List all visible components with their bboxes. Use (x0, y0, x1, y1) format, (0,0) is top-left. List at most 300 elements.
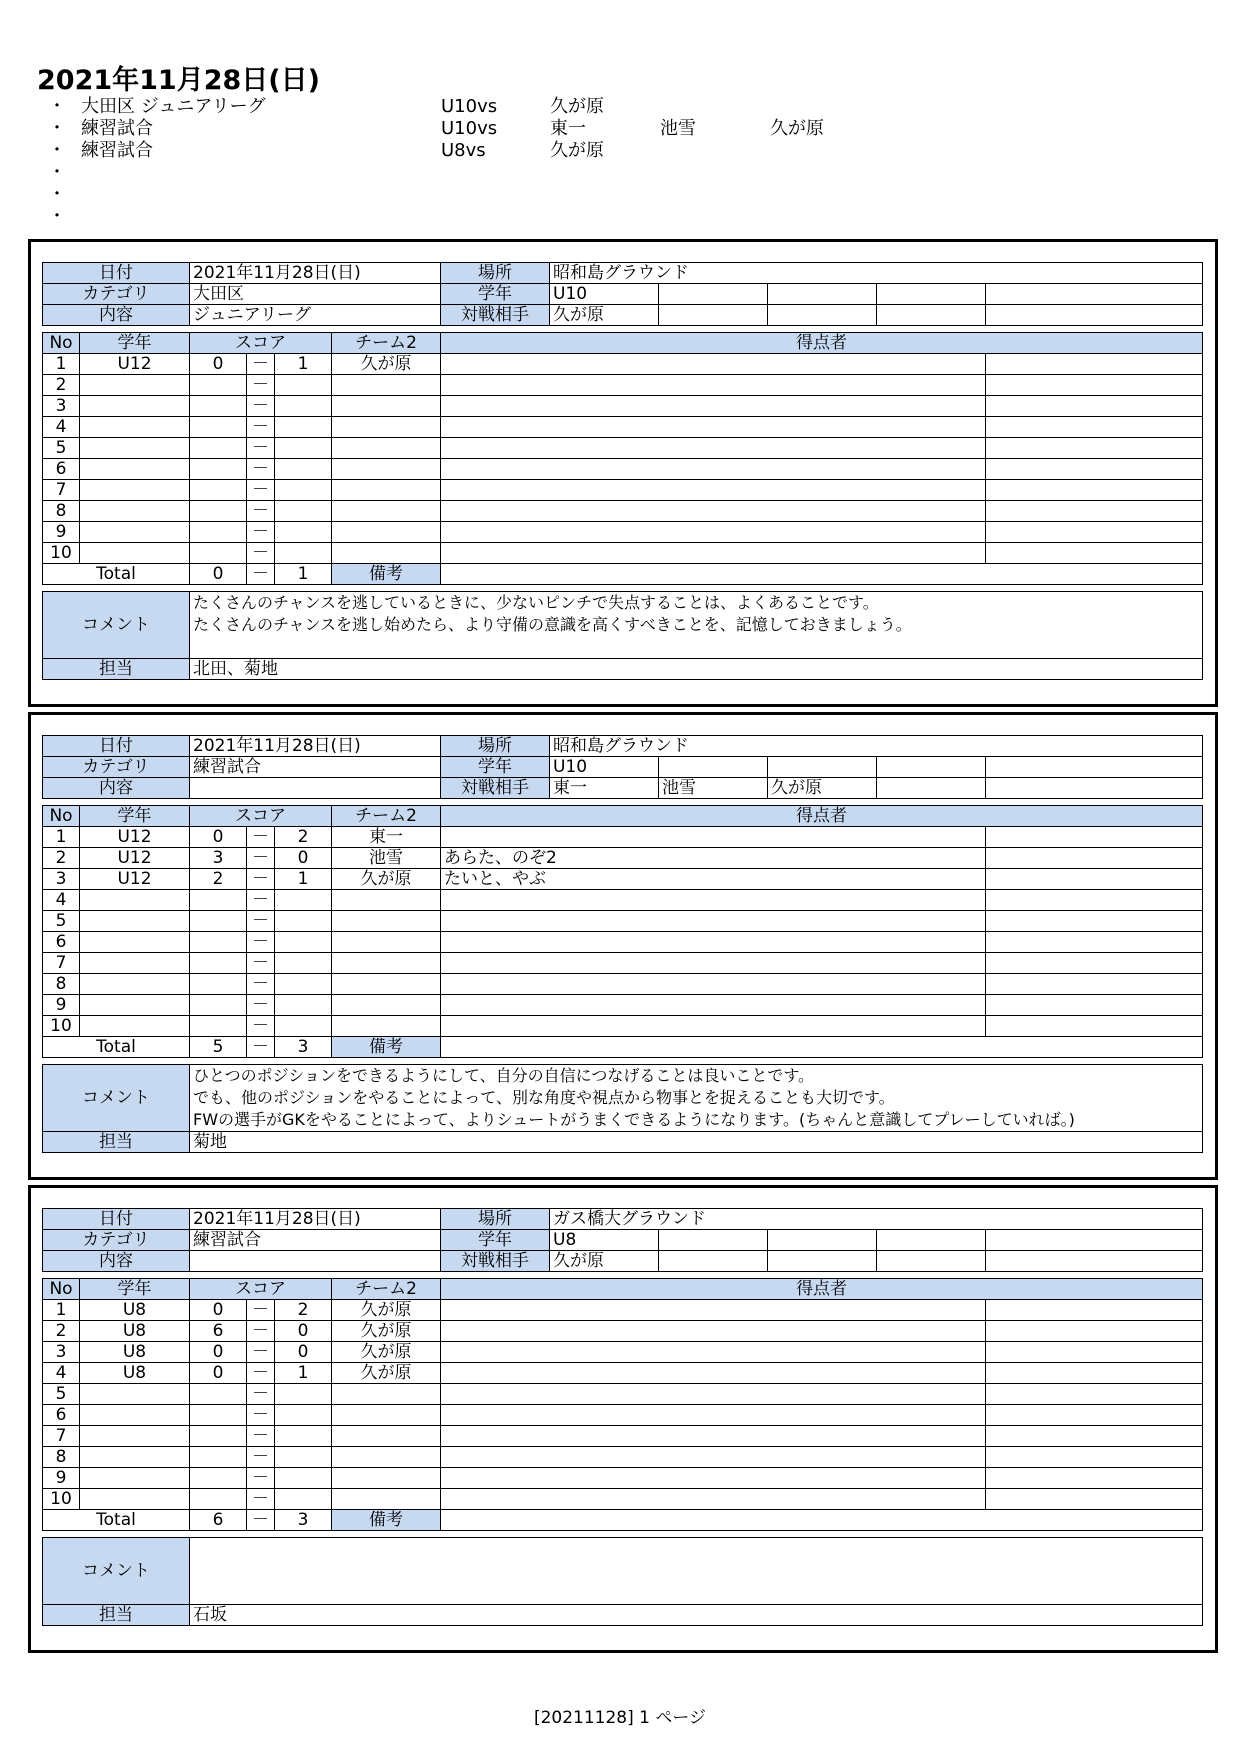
content-value (190, 778, 441, 799)
match-row (43, 501, 1203, 522)
match-scorer-extra (986, 375, 1203, 396)
match-score-own (190, 438, 247, 459)
match-scorer (441, 480, 986, 501)
match-grade: U8 (80, 1300, 190, 1321)
date-label: 日付 (43, 263, 190, 284)
match-scorer (441, 911, 986, 932)
comment-value (190, 1065, 1203, 1132)
match-scorer-extra (986, 995, 1203, 1016)
match-scorer-extra (986, 911, 1203, 932)
match-row (43, 459, 1203, 480)
match-row (43, 1363, 1203, 1384)
match-score-own (190, 1468, 247, 1489)
match-grade (80, 1468, 190, 1489)
match-score-dash: － (247, 501, 275, 522)
grade-cell (986, 757, 1203, 778)
match-scorer-extra (986, 417, 1203, 438)
match-score-opp: 2 (275, 827, 332, 848)
remarks-value (441, 564, 1203, 585)
match-score-own (190, 480, 247, 501)
match-scorer (441, 543, 986, 564)
match-no: 1 (43, 827, 80, 848)
info-row (43, 284, 1203, 305)
match-grade (80, 459, 190, 480)
match-scorer (441, 1384, 986, 1405)
grade-cell: U10 (550, 757, 659, 778)
match-score-dash: － (247, 911, 275, 932)
match-row (43, 417, 1203, 438)
date-label: 日付 (43, 1209, 190, 1230)
match-scorer (441, 1321, 986, 1342)
match-score-dash: － (247, 1384, 275, 1405)
match-grade (80, 396, 190, 417)
match-no: 8 (43, 501, 80, 522)
match-score-dash: － (247, 375, 275, 396)
match-scorer (441, 995, 986, 1016)
match-team2: 久が原 (332, 1300, 441, 1321)
match-scorer-extra (986, 848, 1203, 869)
match-team2 (332, 1447, 441, 1468)
match-no: 7 (43, 953, 80, 974)
match-score-opp (275, 396, 332, 417)
match-row (43, 869, 1203, 890)
match-grade (80, 1426, 190, 1447)
summary-opp1: 東一 (550, 118, 586, 139)
comment-label: コメント (43, 1065, 190, 1132)
match-scorer-extra (986, 459, 1203, 480)
grade-cell: U8 (550, 1230, 659, 1251)
match-scorer-extra (986, 1342, 1203, 1363)
match-grade (80, 1384, 190, 1405)
info-row (43, 778, 1203, 799)
match-no: 3 (43, 869, 80, 890)
match-score-opp: 0 (275, 848, 332, 869)
opponent-cell (768, 1251, 877, 1272)
match-scorer-extra (986, 480, 1203, 501)
match-grade: U8 (80, 1363, 190, 1384)
match-scorer: あらた、のぞ2 (441, 848, 986, 869)
summary-row (48, 140, 848, 162)
grade-cell (768, 284, 877, 305)
total-dash: － (247, 564, 275, 585)
match-team2 (332, 890, 441, 911)
match-team2 (332, 459, 441, 480)
grade-cell (659, 1230, 768, 1251)
grade-cell (986, 284, 1203, 305)
match-score-dash: － (247, 890, 275, 911)
match-scorer-extra (986, 890, 1203, 911)
match-scorer (441, 953, 986, 974)
match-no: 6 (43, 459, 80, 480)
total-opp: 3 (275, 1037, 332, 1058)
match-scorer-extra (986, 1405, 1203, 1426)
remarks-value (441, 1510, 1203, 1531)
grade-label: 学年 (441, 1230, 550, 1251)
match-scorer (441, 501, 986, 522)
match-grade (80, 417, 190, 438)
match-grade (80, 375, 190, 396)
grade-cell (877, 284, 986, 305)
match-row (43, 827, 1203, 848)
match-score-own (190, 375, 247, 396)
match-grade (80, 438, 190, 459)
match-info-table (42, 735, 1203, 1153)
summary-grade: U10vs (441, 118, 498, 139)
grade-cell (659, 284, 768, 305)
match-score-dash: － (247, 869, 275, 890)
match-scorer (441, 1363, 986, 1384)
no-header: No (43, 1279, 80, 1300)
bullet: ・ (48, 118, 66, 139)
date-value: 2021年11月28日(日) (190, 736, 441, 757)
info-row (43, 1209, 1203, 1230)
summary-name: 大田区 ジュニアリーグ (81, 96, 266, 117)
match-row (43, 1468, 1203, 1489)
match-no: 2 (43, 1321, 80, 1342)
match-score-opp (275, 911, 332, 932)
match-score-own: 0 (190, 1363, 247, 1384)
total-own: 0 (190, 564, 247, 585)
info-row (43, 263, 1203, 284)
match-grade (80, 1405, 190, 1426)
match-row (43, 848, 1203, 869)
match-score-dash: － (247, 1363, 275, 1384)
opponent-cell (986, 778, 1203, 799)
match-score-own (190, 1426, 247, 1447)
match-scorer: たいと、やぶ (441, 869, 986, 890)
grade-cell (877, 757, 986, 778)
match-score-own (190, 911, 247, 932)
match-team2: 池雪 (332, 848, 441, 869)
match-score-own (190, 1447, 247, 1468)
opponent-label: 対戦相手 (441, 1251, 550, 1272)
match-score-own (190, 1016, 247, 1037)
total-row (43, 1037, 1203, 1058)
grade-cell (768, 757, 877, 778)
match-score-opp (275, 995, 332, 1016)
date-value: 2021年11月28日(日) (190, 1209, 441, 1230)
bullet: ・ (48, 140, 66, 161)
match-scorer (441, 1489, 986, 1510)
team2-header: チーム2 (332, 1279, 441, 1300)
grade-header: 学年 (80, 333, 190, 354)
match-header-row (43, 333, 1203, 354)
summary-grade: U10vs (441, 96, 498, 117)
match-scorer-extra (986, 1016, 1203, 1037)
info-row (43, 1230, 1203, 1251)
match-row (43, 974, 1203, 995)
match-team2 (332, 1384, 441, 1405)
summary-row (48, 96, 848, 118)
match-score-own (190, 501, 247, 522)
total-own: 5 (190, 1037, 247, 1058)
comment-row (43, 1065, 1203, 1132)
match-score-opp: 1 (275, 354, 332, 375)
match-grade (80, 911, 190, 932)
charge-value: 北田、菊地 (190, 659, 1203, 680)
spacer (43, 799, 1203, 806)
match-no: 10 (43, 1016, 80, 1037)
charge-label: 担当 (43, 659, 190, 680)
match-team2 (332, 375, 441, 396)
match-row (43, 953, 1203, 974)
match-no: 4 (43, 890, 80, 911)
match-score-dash: － (247, 417, 275, 438)
match-scorer (441, 1447, 986, 1468)
match-team2: 東一 (332, 827, 441, 848)
match-no: 7 (43, 480, 80, 501)
summary-opp1: 久が原 (550, 140, 604, 161)
match-score-opp (275, 1405, 332, 1426)
spacer-row (43, 1272, 1203, 1279)
comment-line: ひとつのポジションをできるようにして、自分の自信につなげることは良いことです。 (193, 1066, 815, 1085)
match-score-dash: － (247, 396, 275, 417)
match-row (43, 1016, 1203, 1037)
match-grade: U12 (80, 827, 190, 848)
match-score-own (190, 1489, 247, 1510)
match-team2: 久が原 (332, 1321, 441, 1342)
total-opp: 3 (275, 1510, 332, 1531)
remarks-label: 備考 (332, 1510, 441, 1531)
match-team2: 久が原 (332, 1363, 441, 1384)
spacer (43, 1531, 1203, 1538)
spacer-row (43, 326, 1203, 333)
opponent-cell: 池雪 (659, 778, 768, 799)
summary-opp2: 池雪 (660, 118, 696, 139)
total-label: Total (43, 564, 190, 585)
comment-row (43, 1538, 1203, 1605)
match-row (43, 1384, 1203, 1405)
match-team2 (332, 501, 441, 522)
opponent-cell: 久が原 (550, 305, 659, 326)
scorer-header: 得点者 (441, 806, 1203, 827)
match-score-own: 0 (190, 1300, 247, 1321)
match-team2 (332, 995, 441, 1016)
match-scorer-extra (986, 827, 1203, 848)
match-score-dash: － (247, 459, 275, 480)
grade-cell (659, 757, 768, 778)
page-title: 2021年11月28日(日) (37, 65, 320, 96)
charge-row (43, 1605, 1203, 1626)
match-scorer (441, 1426, 986, 1447)
score-header: スコア (190, 1279, 332, 1300)
match-score-dash: － (247, 974, 275, 995)
match-grade (80, 543, 190, 564)
match-score-own: 0 (190, 827, 247, 848)
spacer-row (43, 799, 1203, 806)
match-row (43, 543, 1203, 564)
match-score-dash: － (247, 1300, 275, 1321)
match-scorer (441, 1342, 986, 1363)
match-no: 3 (43, 1342, 80, 1363)
content-label: 内容 (43, 778, 190, 799)
comment-label: コメント (43, 592, 190, 659)
category-label: カテゴリ (43, 757, 190, 778)
match-scorer (441, 827, 986, 848)
opponent-cell (877, 305, 986, 326)
match-no: 7 (43, 1426, 80, 1447)
match-scorer-extra (986, 501, 1203, 522)
match-team2 (332, 1016, 441, 1037)
match-no: 9 (43, 1468, 80, 1489)
match-grade (80, 974, 190, 995)
match-score-opp (275, 543, 332, 564)
match-score-own (190, 995, 247, 1016)
content-label: 内容 (43, 305, 190, 326)
match-score-dash: － (247, 995, 275, 1016)
match-team2 (332, 396, 441, 417)
match-score-opp: 2 (275, 1300, 332, 1321)
summary-row (48, 206, 848, 228)
summary-list (48, 96, 848, 228)
date-label: 日付 (43, 736, 190, 757)
match-score-opp: 1 (275, 1363, 332, 1384)
match-grade (80, 995, 190, 1016)
summary-row (48, 118, 848, 140)
match-score-own (190, 974, 247, 995)
match-row (43, 1447, 1203, 1468)
remarks-value (441, 1037, 1203, 1058)
match-scorer (441, 396, 986, 417)
place-value: 昭和島グラウンド (550, 263, 1203, 284)
comment-value (190, 1538, 1203, 1605)
match-score-opp (275, 974, 332, 995)
bullet: ・ (48, 162, 66, 183)
match-team2: 久が原 (332, 354, 441, 375)
match-score-own: 0 (190, 354, 247, 375)
match-score-opp (275, 1447, 332, 1468)
match-score-opp (275, 1489, 332, 1510)
match-row (43, 522, 1203, 543)
grade-header: 学年 (80, 806, 190, 827)
match-score-opp: 1 (275, 869, 332, 890)
total-dash: － (247, 1510, 275, 1531)
match-score-dash: － (247, 480, 275, 501)
match-score-opp (275, 1384, 332, 1405)
match-score-own (190, 890, 247, 911)
match-score-own (190, 1405, 247, 1426)
match-scorer (441, 890, 986, 911)
match-scorer-extra (986, 974, 1203, 995)
match-score-dash: － (247, 1468, 275, 1489)
match-scorer-extra (986, 1489, 1203, 1510)
match-score-opp (275, 932, 332, 953)
match-scorer (441, 438, 986, 459)
summary-row (48, 184, 848, 206)
match-grade (80, 480, 190, 501)
match-row (43, 1405, 1203, 1426)
category-value: 練習試合 (190, 757, 441, 778)
info-row (43, 736, 1203, 757)
match-team2 (332, 1426, 441, 1447)
total-row (43, 1510, 1203, 1531)
summary-opp3: 久が原 (770, 118, 824, 139)
opponent-cell (877, 1251, 986, 1272)
match-row (43, 1300, 1203, 1321)
total-label: Total (43, 1037, 190, 1058)
team2-header: チーム2 (332, 333, 441, 354)
place-label: 場所 (441, 1209, 550, 1230)
match-team2 (332, 480, 441, 501)
match-no: 8 (43, 1447, 80, 1468)
match-score-own (190, 459, 247, 480)
date-value: 2021年11月28日(日) (190, 263, 441, 284)
summary-name: 練習試合 (81, 140, 153, 161)
match-scorer-extra (986, 1468, 1203, 1489)
bullet: ・ (48, 206, 66, 227)
summary-name: 練習試合 (81, 118, 153, 139)
grade-cell (768, 1230, 877, 1251)
match-row (43, 354, 1203, 375)
spacer (43, 1058, 1203, 1065)
no-header: No (43, 333, 80, 354)
match-score-dash: － (247, 953, 275, 974)
comment-label: コメント (43, 1538, 190, 1605)
match-grade (80, 1489, 190, 1510)
opponent-cell: 久が原 (768, 778, 877, 799)
match-score-own (190, 543, 247, 564)
grade-header: 学年 (80, 1279, 190, 1300)
match-no: 9 (43, 522, 80, 543)
match-score-opp (275, 522, 332, 543)
match-team2 (332, 953, 441, 974)
match-info-table (42, 1208, 1203, 1626)
match-grade: U12 (80, 848, 190, 869)
match-scorer-extra (986, 522, 1203, 543)
match-team2 (332, 1489, 441, 1510)
match-scorer-extra (986, 953, 1203, 974)
match-score-opp (275, 438, 332, 459)
no-header: No (43, 806, 80, 827)
content-value: ジュニアリーグ (190, 305, 441, 326)
total-opp: 1 (275, 564, 332, 585)
place-label: 場所 (441, 263, 550, 284)
match-score-dash: － (247, 932, 275, 953)
match-team2: 久が原 (332, 869, 441, 890)
match-row (43, 1321, 1203, 1342)
category-value: 練習試合 (190, 1230, 441, 1251)
opponent-cell (986, 305, 1203, 326)
charge-label: 担当 (43, 1605, 190, 1626)
match-score-dash: － (247, 1489, 275, 1510)
charge-row (43, 1132, 1203, 1153)
match-score-dash: － (247, 1426, 275, 1447)
match-score-dash: － (247, 827, 275, 848)
match-team2 (332, 911, 441, 932)
opponent-cell: 東一 (550, 778, 659, 799)
match-team2 (332, 932, 441, 953)
match-score-dash: － (247, 1342, 275, 1363)
match-no: 1 (43, 354, 80, 375)
info-row (43, 757, 1203, 778)
comment-line: FWの選手がGKをやることによって、よりシュートがうまくできるようになります。(ちゃんと意識してプレーしていれば。) (193, 1110, 1075, 1129)
match-block-1 (28, 239, 1218, 707)
match-scorer-extra (986, 1447, 1203, 1468)
comment-line: たくさんのチャンスを逃しているときに、少ないピンチで失点することは、よくあることです。 (193, 593, 879, 612)
match-score-opp (275, 1426, 332, 1447)
match-no: 5 (43, 911, 80, 932)
match-no: 10 (43, 1489, 80, 1510)
match-team2 (332, 522, 441, 543)
remarks-label: 備考 (332, 1037, 441, 1058)
match-team2 (332, 543, 441, 564)
spacer-row (43, 1531, 1203, 1538)
match-team2 (332, 974, 441, 995)
match-score-own (190, 396, 247, 417)
spacer (43, 1272, 1203, 1279)
remarks-label: 備考 (332, 564, 441, 585)
match-score-dash: － (247, 522, 275, 543)
